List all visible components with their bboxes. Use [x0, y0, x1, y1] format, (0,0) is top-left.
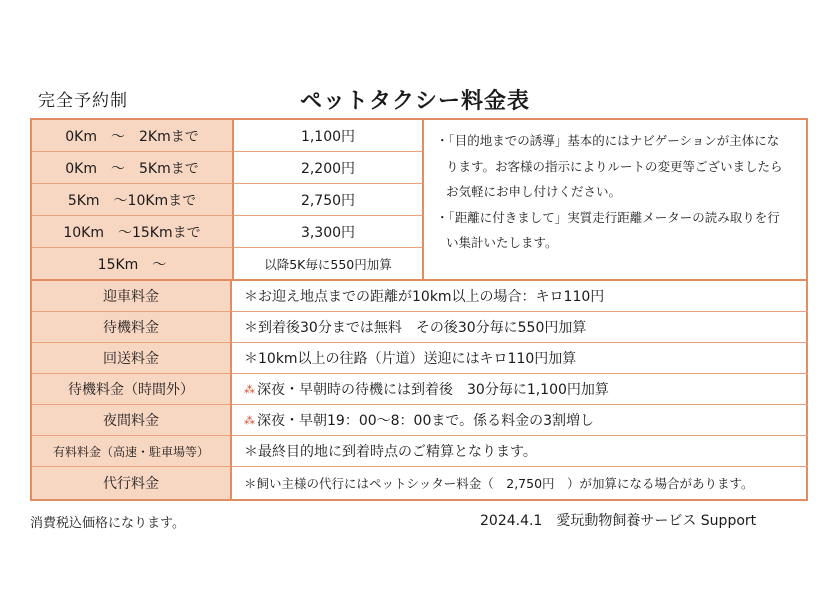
fee-description	[232, 374, 808, 405]
fee-label: 有料料金（高速・駐車場等）	[32, 436, 232, 467]
note-line: ・「距離に付きまして」実質走行距離メーターの読み取りを行	[436, 209, 780, 225]
note-line: お気軽にお申し付けください。	[446, 184, 622, 199]
distance-price-cell: 1,100円	[234, 120, 424, 152]
fee-description-text: 深夜・早朝19：00～8：00まで。係る料金の3割増し	[257, 413, 594, 429]
page-title: ペットタクシー料金表	[300, 89, 531, 114]
warning-mark-icon: ⁂	[244, 413, 255, 427]
fee-label: 代行料金	[32, 467, 232, 499]
fee-label: 夜間料金	[32, 405, 232, 436]
note-line: ・「目的地までの誘導」基本的にはナビゲーションが主体にな	[436, 133, 780, 148]
reservation-note: 完全予約制	[38, 91, 128, 111]
distance-range-cell: 15Km ～	[32, 248, 234, 281]
date-organization: 2024.4.1 愛玩動物飼養サービス Support	[480, 513, 757, 529]
fee-description-text: 深夜・早朝時の待機には到着後 30分毎に1,100円加算	[257, 382, 609, 398]
fee-label: 待機料金（時間外）	[32, 374, 232, 405]
rate-table	[30, 118, 808, 501]
distance-range-cell: 5Km ～10Kmまで	[32, 184, 234, 216]
distance-price-cell: 2,750円	[234, 184, 424, 216]
tax-note: 消費税込価格になります。	[30, 516, 185, 531]
note-line: ります。お客様の指示によりルートの変更等ございましたら	[446, 158, 783, 174]
fee-label: 待機料金	[32, 312, 232, 343]
fee-description	[232, 405, 808, 436]
fee-label: 回送料金	[32, 343, 232, 374]
distance-price-cell: 3,300円	[234, 216, 424, 248]
distance-range-cell: 0Km ～ 2Kmまで	[32, 120, 234, 152]
note-line: い集計いたします。	[446, 235, 558, 250]
distance-range-cell: 0Km ～ 5Kmまで	[32, 152, 234, 184]
fee-description: ＊10km以上の往路（片道）送迎にはキロ110円加算	[232, 343, 808, 374]
notes-panel	[424, 120, 808, 281]
fee-label: 迎車料金	[32, 281, 232, 312]
fee-description: ＊飼い主様の代行にはペットシッター料金（ 2,750円 ）が加算になる場合があります。	[244, 476, 754, 491]
warning-mark-icon: ⁂	[244, 382, 255, 396]
fee-description: ＊お迎え地点までの距離が10km以上の場合：キロ110円	[232, 281, 808, 312]
fee-description: ＊最終目的地に到着時点のご精算となります。	[232, 436, 808, 467]
distance-range-cell: 10Km ～15Kmまで	[32, 216, 234, 248]
fee-description: ＊到着後30分までは無料 その後30分毎に550円加算	[232, 312, 808, 343]
distance-price-cell: 2,200円	[234, 152, 424, 184]
distance-price-cell: 以降5K毎に550円加算	[234, 248, 424, 281]
